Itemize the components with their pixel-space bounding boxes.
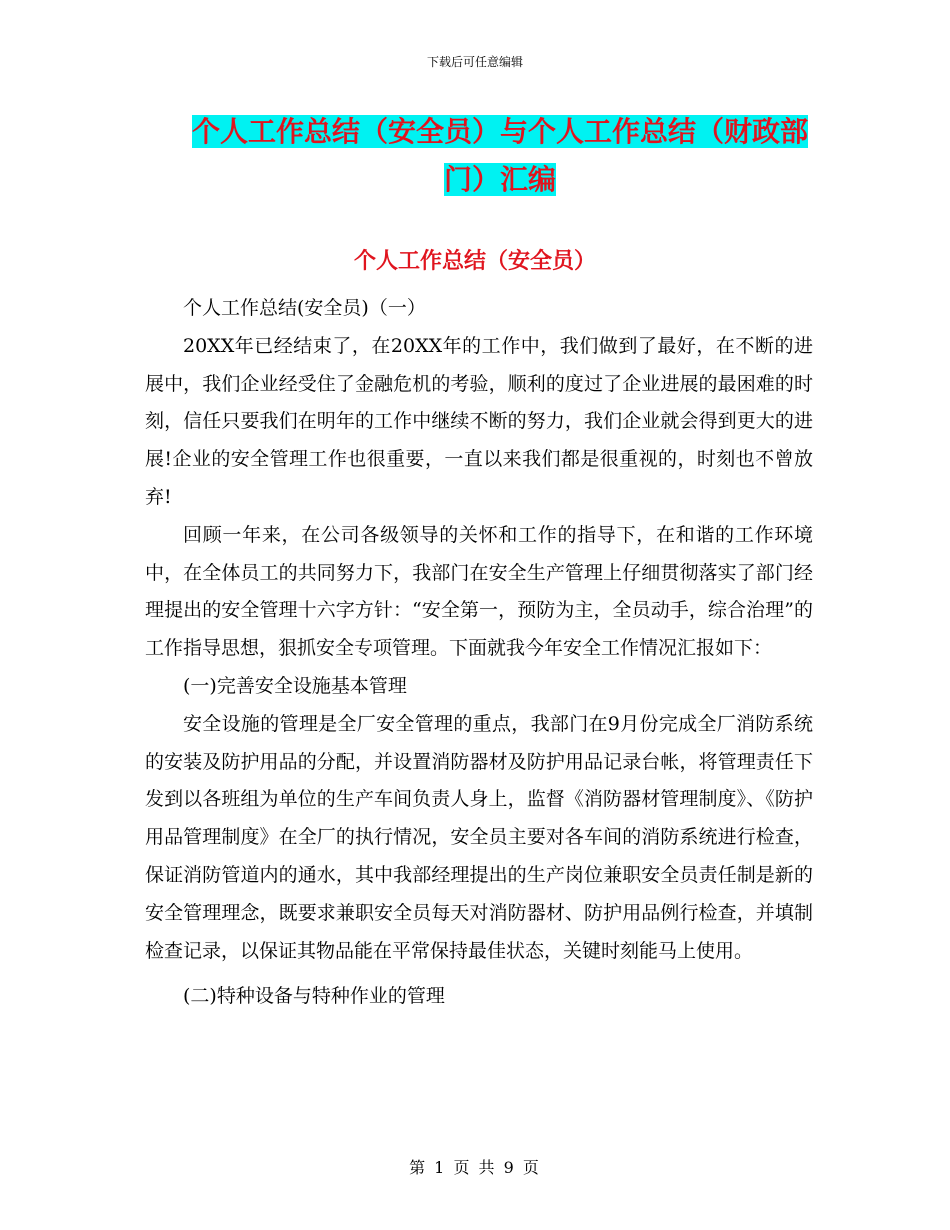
- paragraph-heading: (一)完善安全设施基本管理: [183, 674, 407, 697]
- paragraph: 安全设施的管理是全厂安全管理的重点，我部门在9月份完成全厂消防系统的安装及防护用品的分配，并设置消防器材及防护用品记录台帐，将管理责任下发到以各班组为单位的生产车间负责人身上，监督《消防器材管理制度》、《防护用品管理制度》在全厂的执行情况，安全员主要对各车间的消防系统进行检查，保证消防管道内的通水，其中我部经理提出的生产岗位兼职安全员责任制是新的安全管理理念，既要求兼职安全员每天对消防器材、防护用品例行检查，并填制检查记录，以保证其物品能在平常保持最佳状态，关键时刻能马上使用。: [145, 712, 813, 962]
- paragraph-heading: (二)特种设备与特种作业的管理: [183, 985, 445, 1008]
- page-footer: 第 1 页 共 9 页: [409, 1158, 541, 1177]
- paragraph-subtitle: 个人工作总结(安全员)（一）: [183, 297, 426, 319]
- section-title: 个人工作总结（安全员）: [353, 249, 596, 274]
- document-body: [145, 290, 813, 1016]
- header-note: 下载后可任意编辑: [426, 55, 523, 69]
- paragraph: 回顾一年来，在公司各级领导的关怀和工作的指导下，在和谐的工作环境中，在全体员工的共同努力下，我部门在安全生产管理上仔细贯彻落实了部门经理提出的安全管理十六字方针：“安全第一，预防为主，全员动手，综合治理”的工作指导思想，狠抓安全专项管理。下面就我今年安全工作情况汇报如下：: [145, 523, 813, 660]
- paragraph: 20XX年已经结束了，在20XX年的工作中，我们做到了最好，在不断的进展中，我们企业经受住了金融危机的考验，顺利的度过了企业进展的最困难的时刻，信任只要我们在明年的工作中继续不断的努力，我们企业就会得到更大的进展!企业的安全管理工作也很重要，一直以来我们都是很重视的，时刻也不曾放弃!: [145, 334, 813, 508]
- document-title-line-2: 门）汇编: [443, 163, 556, 196]
- document-title-line-1: 个人工作总结（安全员）与个人工作总结（财政部: [191, 115, 808, 148]
- document-title: [140, 108, 860, 204]
